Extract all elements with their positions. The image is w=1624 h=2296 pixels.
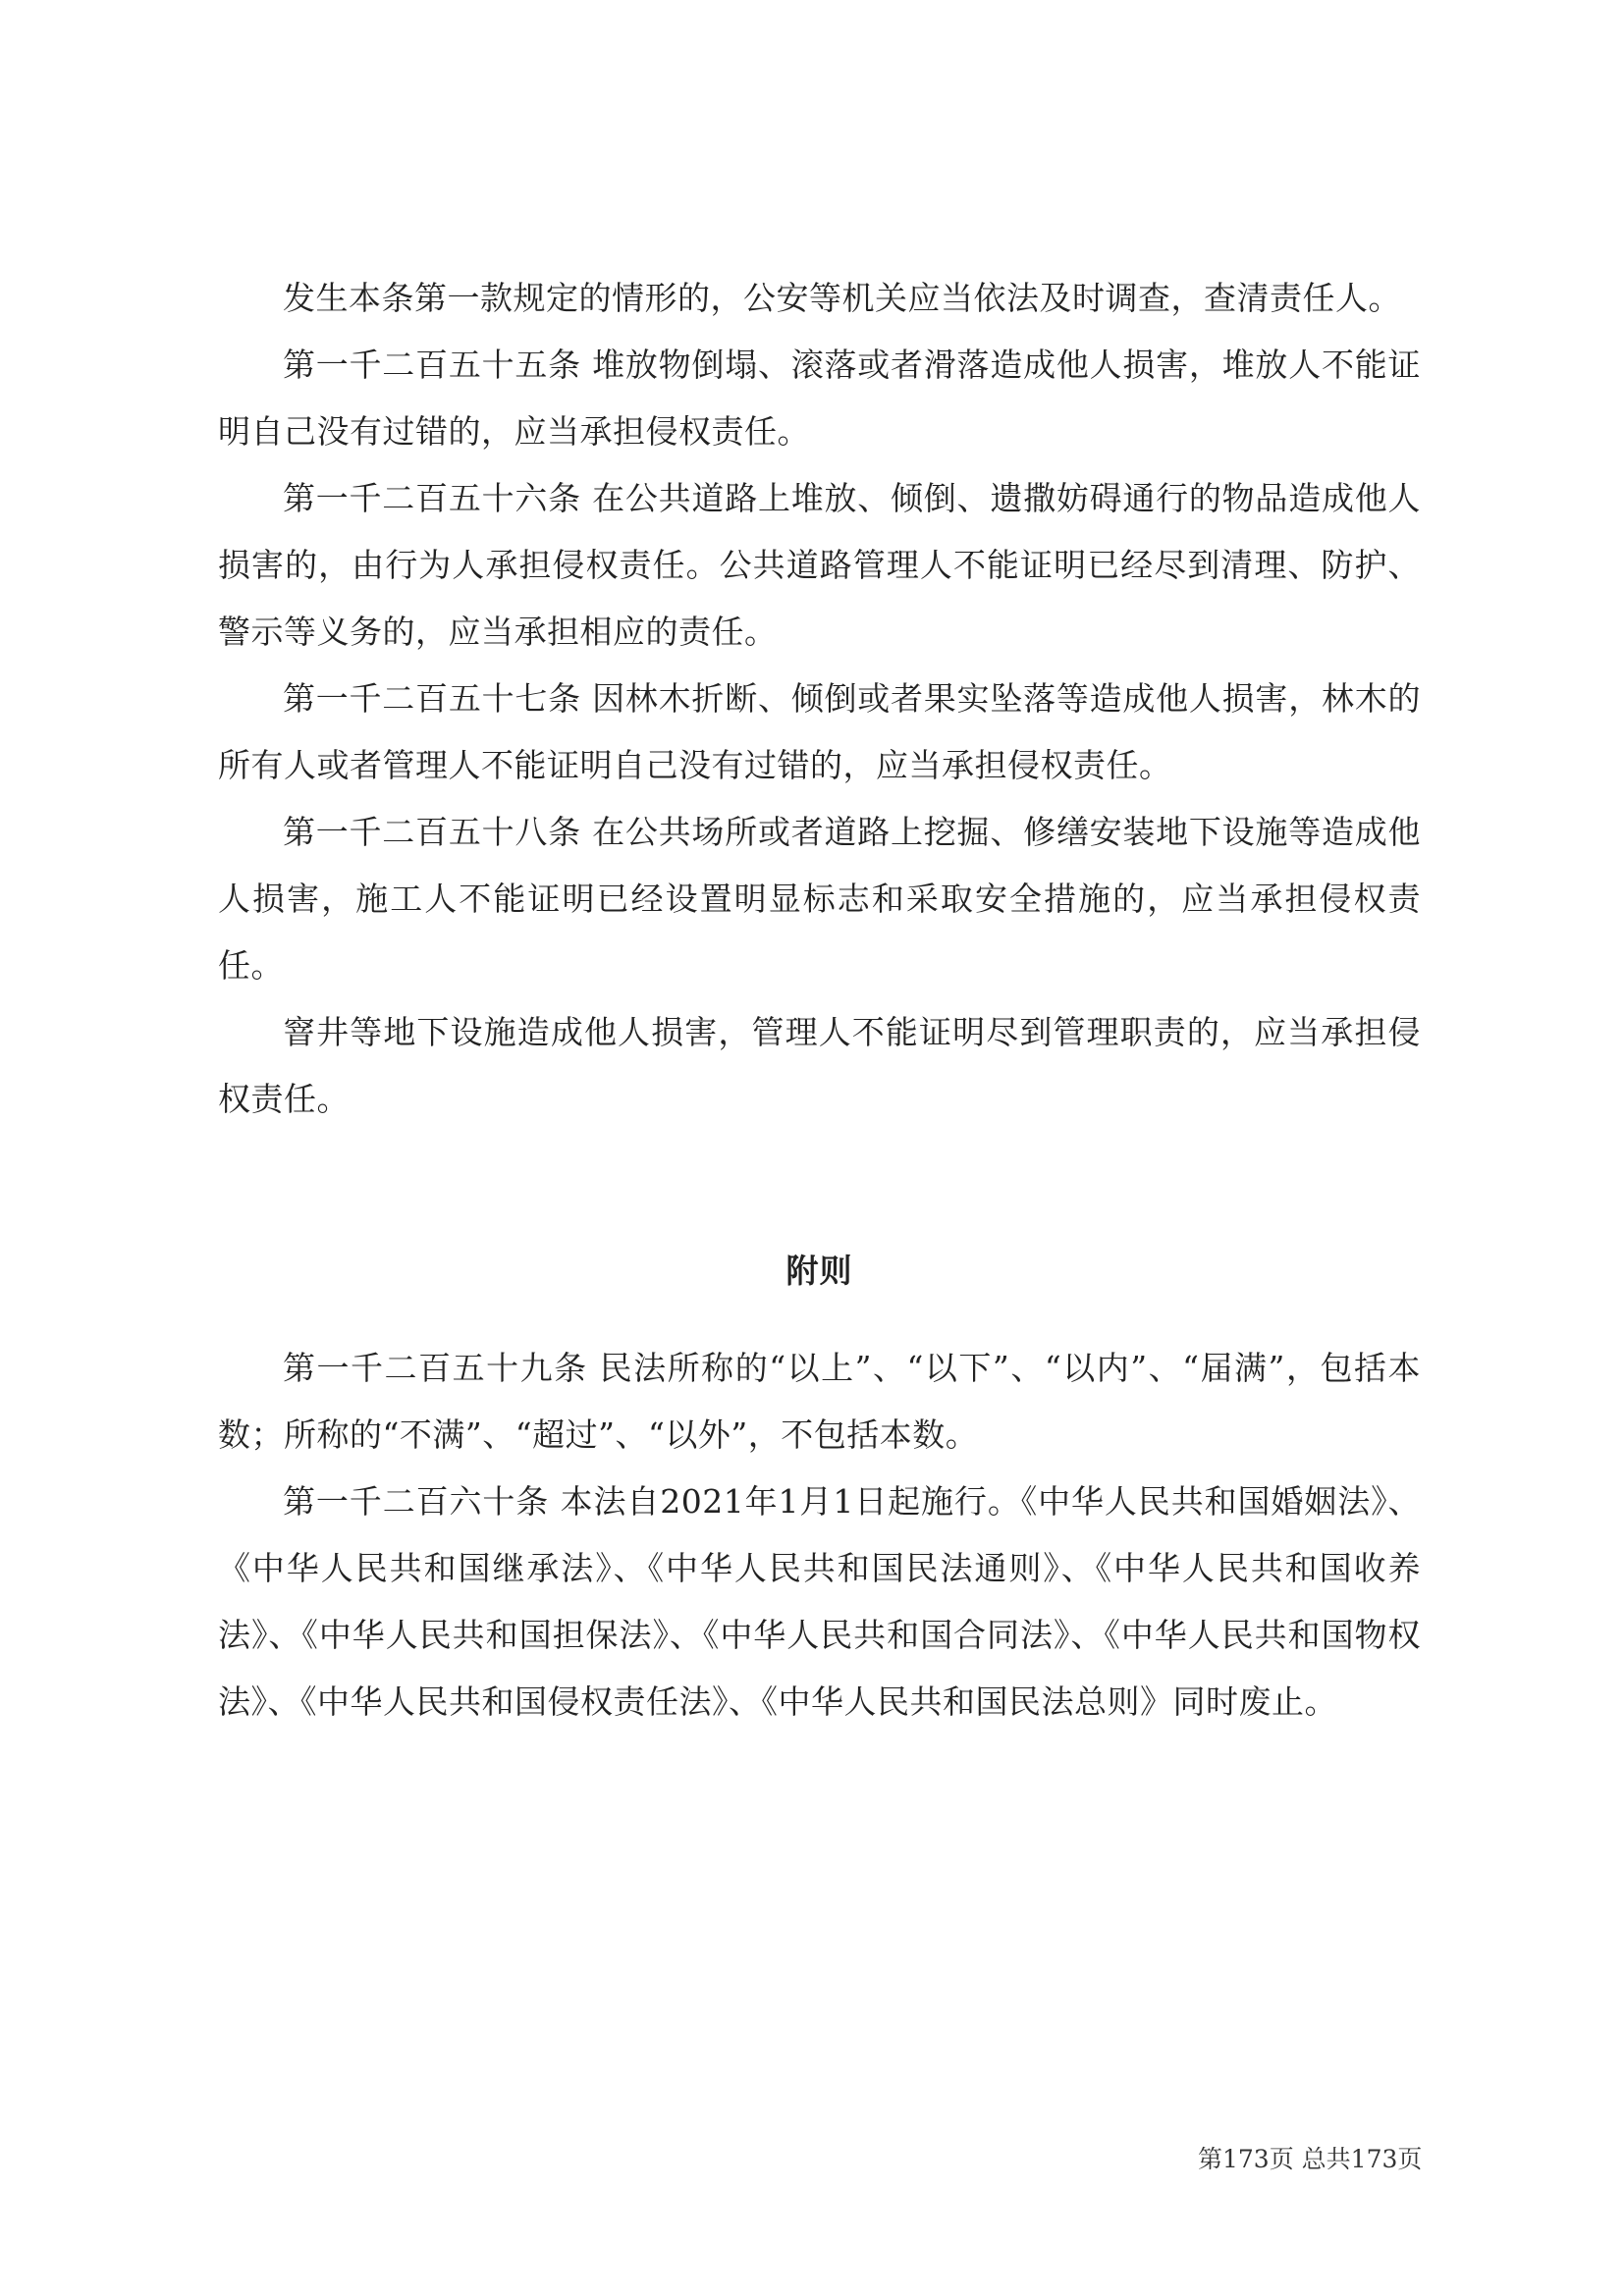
paragraph: 窨井等地下设施造成他人损害，管理人不能证明尽到管理职责的，应当承担侵权责任。 bbox=[218, 1013, 1421, 1118]
article-1259: 第一千二百五十九条 民法所称的“以上”、“以下”、“以内”、“届满”，包括本数；所称的“不满”、“超过”、“以外”，不包括本数。 bbox=[218, 1349, 1421, 1454]
page-footer: 第173页 总共173页 bbox=[1198, 2145, 1423, 2173]
paragraph: 发生本条第一款规定的情形的，公安等机关应当依法及时调查，查清责任人。 bbox=[283, 279, 1401, 317]
supplementary-section bbox=[218, 1247, 1421, 1735]
article-1255: 第一千二百五十五条 堆放物倒塌、滚落或者滑落造成他人损害，堆放人不能证明自己没有过错的，应当承担侵权责任。 bbox=[218, 346, 1421, 451]
article-body bbox=[218, 265, 1421, 1133]
section-title: 附则 bbox=[785, 1252, 853, 1290]
article-1258: 第一千二百五十八条 在公共场所或者道路上挖掘、修缮安装地下设施等造成他人损害，施工人不能证明已经设置明显标志和采取安全措施的，应当承担侵权责任。 bbox=[218, 813, 1421, 985]
article-1260: 第一千二百六十条 本法自2021年1月1日起施行。《中华人民共和国婚姻法》、《中华人民共和国继承法》、《中华人民共和国民法通则》、《中华人民共和国收养法》、《中华人民共和国担保法》、《中华人民共和国合同法》、《中华人民共和国物权法》、《中华人民共和国侵权责任法》、《中华人民共和国民法总则》同时废止。 bbox=[218, 1482, 1421, 1721]
article-1256: 第一千二百五十六条 在公共道路上堆放、倾倒、遗撒妨碍通行的物品造成他人损害的，由行为人承担侵权责任。公共道路管理人不能证明已经尽到清理、防护、警示等义务的，应当承担相应的责任。 bbox=[218, 479, 1421, 651]
article-1257: 第一千二百五十七条 因林木折断、倾倒或者果实坠落等造成他人损害，林木的所有人或者管理人不能证明自己没有过错的，应当承担侵权责任。 bbox=[218, 679, 1421, 784]
